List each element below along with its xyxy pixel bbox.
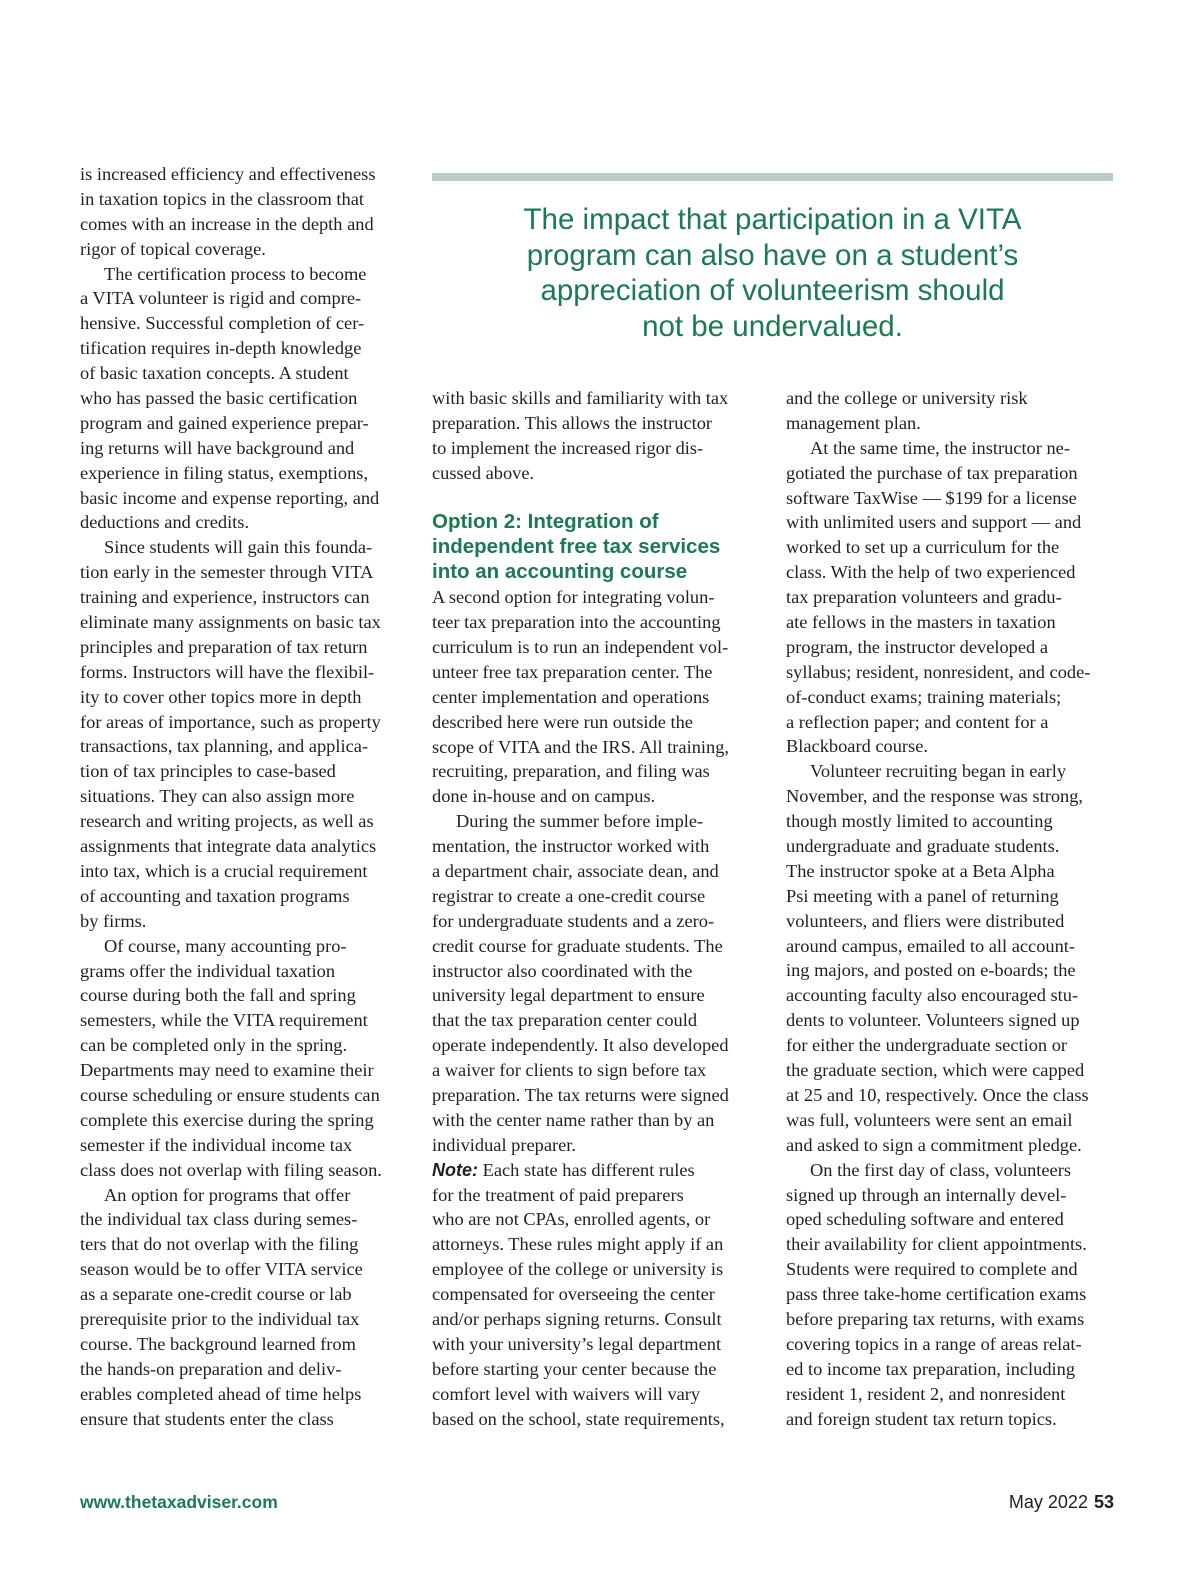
body-text-line: ensure that students enter the class [80,1408,334,1429]
body-text-line: before preparing tax returns, with exams [786,1308,1085,1329]
body-text-line: was full, volunteers were sent an email [786,1109,1073,1130]
body-text-line: individual preparer. [432,1134,577,1155]
body-text-line: to implement the increased rigor dis- [432,437,704,458]
body-text-line: with basic skills and familiarity with tax [432,388,729,408]
body-text-line: tax preparation volunteers and gradu- [786,587,1062,608]
body-text-line: that the tax preparation center could [432,1010,698,1031]
body-text-line: of-conduct exams; training materials; [786,686,1062,707]
body-text-line: with unlimited users and support — and [786,512,1082,533]
footer-date: May 2022 [1008,1492,1088,1512]
body-text-line: ity to cover other topics more in depth [80,686,362,707]
body-text-line: The instructor spoke at a Beta Alpha [786,860,1055,881]
body-text-line: season would be to offer VITA service [80,1259,363,1280]
body-text-line: instructor also coordinated with the [432,960,693,981]
body-text-line: into tax, which is a crucial requirement [80,860,368,881]
column-2-body [432,585,760,1157]
body-text-line: Students were required to complete and [786,1259,1078,1280]
body-text-line: accounting faculty also encouraged stu- [786,985,1079,1006]
body-text-line: dents to volunteer. Volunteers signed up [786,1010,1080,1031]
body-text-line: and the college or university risk [786,388,1028,408]
body-text-line: a waiver for clients to sign before tax [432,1060,707,1081]
note-first-line-text: Each state has different rules [478,1159,695,1180]
body-text-line: basic income and expense reporting, and [80,487,380,508]
pull-quote-line: not be undervalued. [642,309,903,343]
body-text-line: credit course for graduate students. The [432,935,723,956]
section-subhead [432,510,760,585]
body-text-line: ate fellows in the masters in taxation [786,612,1056,633]
body-text-line: described here were run outside the [432,711,693,732]
body-text-line: tion of tax principles to case-based [80,761,336,782]
body-text-line: unteer free tax preparation center. The [432,661,713,682]
body-text-line: who are not CPAs, enrolled agents, or [432,1209,711,1230]
body-text-line: for the treatment of paid preparers [432,1184,684,1205]
body-text-line: employee of the college or university is [432,1259,724,1280]
body-text-line: teer tax preparation into the accounting [432,612,721,633]
body-text-line: Blackboard course. [786,736,928,757]
body-text-line: mentation, the instructor worked with [432,836,710,857]
body-text-line: tion early in the semester through VITA [80,562,374,583]
body-text-line: Of course, many accounting pro- [104,935,347,956]
body-text-line: worked to set up a curriculum for the [786,537,1060,558]
body-text-line: Psi meeting with a panel of returning [786,885,1059,906]
body-text-line: software TaxWise — $199 for a license [786,487,1077,508]
body-text-line: situations. They can also assign more [80,786,355,807]
body-text-line: forms. Instructors will have the flexibil- [80,661,375,682]
body-text-line: resident 1, resident 2, and nonresident [786,1383,1066,1404]
body-text-line: for areas of importance, such as property [80,711,381,732]
pull-quote-line: The impact that participation in a VITA [523,203,1022,236]
body-text-line: prerequisite prior to the individual tax [80,1308,360,1329]
body-text-line: around campus, emailed to all account- [786,935,1076,956]
body-text-line: as a separate one-credit course or lab [80,1284,352,1305]
body-text-line: complete this exercise during the spring [80,1109,374,1130]
body-text-line: in taxation topics in the classroom that [80,188,364,209]
body-text-line: a reflection paper; and content for a [786,711,1049,732]
body-text-line: training and experience, instructors can [80,587,370,608]
body-text-line: by firms. [80,910,147,931]
body-text-line: with your university’s legal department [432,1333,722,1354]
body-text-line: operate independently. It also developed [432,1035,729,1056]
pull-quote-line: appreciation of volunteerism should [540,274,1005,307]
pull-quote [432,202,1113,344]
body-text-line: of basic taxation concepts. A student [80,363,349,384]
body-text-line: cussed above. [432,462,535,483]
body-text-line: ing majors, and posted on e-boards; the [786,960,1076,981]
body-text-line: preparation. This allows the instructor [432,412,713,433]
body-text-line: a VITA volunteer is rigid and compre- [80,288,362,309]
body-text-line: recruiting, preparation, and filing was [432,761,710,782]
body-text-line: covering topics in a range of areas relat- [786,1333,1082,1354]
body-text-line: erables completed ahead of time helps [80,1383,362,1404]
spacer [432,486,760,511]
footer-issue [1009,1492,1114,1513]
note-label: Note: [432,1159,478,1180]
body-text-line: based on the school, state requirements, [432,1408,725,1429]
body-text-line: though mostly limited to accounting [786,811,1053,832]
body-text-line: A second option for integrating volun- [432,587,715,608]
body-text-line: syllabus; resident, nonresident, and code- [786,661,1091,682]
body-text-line: compensated for overseeing the center [432,1284,715,1305]
body-text-line: rigor of topical coverage. [80,238,266,259]
body-text-line: program and gained experience prepar- [80,412,369,433]
body-text-line: class. With the help of two experienced [786,562,1076,583]
body-text-line: scope of VITA and the IRS. All training, [432,736,729,757]
body-text-line: who has passed the basic certification [80,388,358,409]
body-text-line: and foreign student tax return topics. [786,1408,1057,1429]
body-text-line: before starting your center because the [432,1358,717,1379]
body-text-line: hensive. Successful completion of cer- [80,313,365,334]
body-text-line: eliminate many assignments on basic tax [80,612,381,633]
body-text-line: class does not overlap with filing season. [80,1159,382,1180]
article-column-2 [432,386,760,1431]
body-text-line: the individual tax class during semes- [80,1209,358,1230]
body-text-line: deductions and credits. [80,512,250,533]
pullquote-rule [432,173,1113,181]
body-text-line: the graduate section, which were capped [786,1060,1085,1081]
body-text-line: with the center name rather than by an [432,1109,715,1130]
body-text-line: transactions, tax planning, and applica- [80,736,369,757]
body-text-line: assignments that integrate data analytics [80,836,377,857]
body-text-line: volunteers, and fliers were distributed [786,910,1065,931]
article-column-1 [80,162,408,1431]
body-text-line: curriculum is to run an independent vol- [432,636,729,657]
body-text-line: a department chair, associate dean, and [432,860,719,881]
note-paragraph-first-line [432,1158,760,1183]
body-text-line: Volunteer recruiting began in early [810,761,1067,782]
body-text-line: Departments may need to examine their [80,1060,374,1081]
body-text-line: research and writing projects, as well as [80,811,374,832]
body-text-line: comes with an increase in the depth and [80,213,374,234]
body-text-line: ters that do not overlap with the filing [80,1234,359,1255]
body-text-line: course. The background learned from [80,1333,356,1354]
body-text-line: On the first day of class, volunteers [810,1159,1071,1180]
body-text-line: at 25 and 10, respectively. Once the class [786,1084,1089,1105]
body-text-line: The certification process to become [104,263,367,284]
body-text-line: tification requires in-depth knowledge [80,338,362,359]
body-text-line: semester if the individual income tax [80,1134,353,1155]
body-text-line: preparation. The tax returns were signed [432,1084,729,1105]
body-text-line: done in-house and on campus. [432,786,656,807]
body-text-line: university legal department to ensure [432,985,705,1006]
body-text-line: can be completed only in the spring. [80,1035,348,1056]
body-text-line: of accounting and taxation programs [80,885,350,906]
body-text-line: ing returns will have background and [80,437,355,458]
body-text-line: their availability for client appointments. [786,1234,1087,1255]
body-text-line: is increased efficiency and effectiveness [80,164,376,184]
subhead-line: Option 2: Integration of [432,510,659,534]
body-text-line: and/or perhaps signing returns. Consult [432,1309,722,1329]
article-column-3 [786,386,1114,1431]
note-paragraph [432,1183,760,1432]
body-text-line: signed up through an internally devel- [786,1184,1067,1205]
body-text-line: Since students will gain this founda- [104,537,373,558]
body-text-line: oped scheduling software and entered [786,1209,1064,1230]
body-text-line: pass three take-home certification exams [786,1284,1087,1305]
body-text-line: An option for programs that offer [104,1184,351,1205]
body-text-line: registrar to create a one-credit course [432,885,706,906]
body-text-line: management plan. [786,412,921,433]
subhead-line: into an accounting course [432,560,688,584]
footer-website-link[interactable]: www.thetaxadviser.com [80,1492,278,1512]
body-text-line: At the same time, the instructor ne- [810,437,1070,458]
body-text-line: program, the instructor developed a [786,636,1048,657]
body-text-line: for either the undergraduate section or [786,1035,1068,1056]
body-text-line: During the summer before imple- [456,811,704,832]
body-text-line: for undergraduate students and a zero- [432,910,715,931]
body-text-line: principles and preparation of tax return [80,636,368,657]
column-2-intro [432,386,760,486]
body-text-line: gotiated the purchase of tax preparation [786,462,1078,483]
subhead-line: independent free tax services [432,535,721,559]
page-number: 53 [1093,1492,1114,1512]
pull-quote-line: program can also have on a student’s [526,238,1019,272]
body-text-line: course during both the fall and spring [80,985,356,1006]
body-text-line: attorneys. These rules might apply if an [432,1234,724,1255]
body-text-line: center implementation and operations [432,686,710,707]
body-text-line: comfort level with waivers will vary [432,1383,701,1404]
body-text-line: the hands-on preparation and deliv- [80,1358,342,1379]
body-text-line: and asked to sign a commitment pledge. [786,1134,1082,1155]
body-text-line: ed to income tax preparation, including [786,1358,1076,1379]
body-text-line: course scheduling or ensure students can [80,1084,380,1105]
body-text-line: experience in filing status, exemptions, [80,462,369,483]
body-text-line: undergraduate and graduate students. [786,836,1060,857]
body-text-line: November, and the response was strong, [786,786,1084,807]
body-text-line: grams offer the individual taxation [80,960,336,981]
body-text-line: semesters, while the VITA requirement [80,1010,368,1031]
